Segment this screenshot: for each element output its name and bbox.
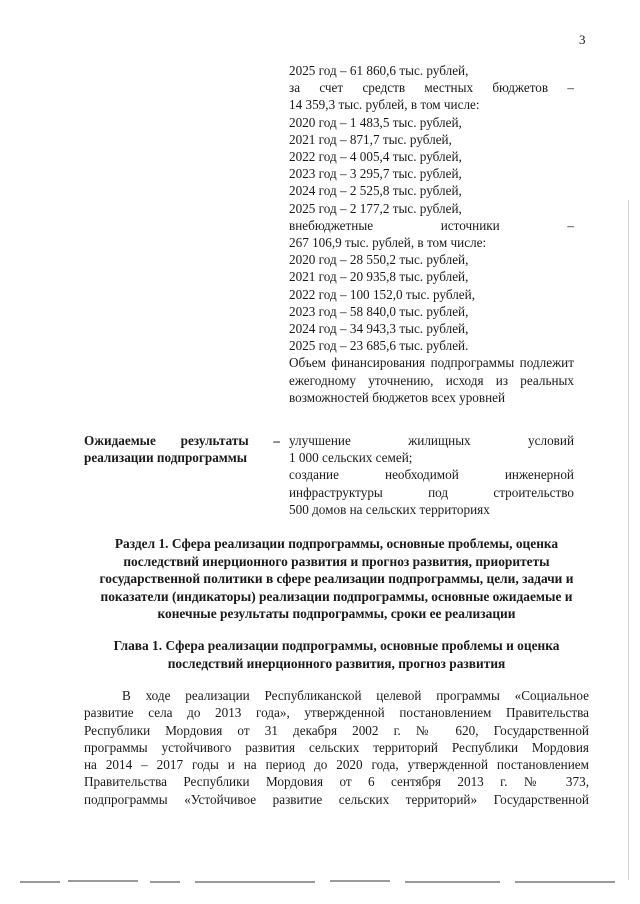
page-number: 3 [579, 32, 586, 47]
financing-line: 2025 год – 23 685,6 тыс. рублей. [289, 338, 469, 354]
financing-line: 2022 год – 100 152,0 тыс. рублей, [289, 286, 475, 302]
financing-line: 2025 год – 2 177,2 тыс. рублей, [289, 200, 462, 216]
financing-line: 2020 год – 28 550,2 тыс. рублей, [289, 252, 469, 268]
results-line: создание необходимой инженерной [289, 467, 574, 483]
financing-line: 2023 год – 58 840,0 тыс. рублей, [289, 303, 469, 319]
financing-line: внебюджетные источники – [289, 217, 574, 233]
financing-line: 267 106,9 тыс. рублей, в том числе: [289, 235, 487, 251]
results-line: инфраструктуры под строительство [289, 484, 574, 500]
body-paragraph [84, 687, 589, 808]
results-line: 1 000 сельских семей; [289, 450, 413, 466]
results-value [289, 432, 574, 518]
body-line: Правительства Республики Мордовия от 6 сентября 2013 г. № 373, [84, 774, 589, 790]
body-line: подпрограммы «Устойчивое развитие сельских территорий» Государственной [84, 791, 589, 807]
financing-line: 2023 год – 3 295,7 тыс. рублей, [289, 166, 462, 182]
chapter-heading: Глава 1. Сфера реализации подпрограммы, основные проблемы и оценка последствий инерционного развития, прогноз развития [113, 638, 560, 671]
financing-note: Объем финансирования подпрограммы подлежит ежегодному уточнению, исходя из реальных возможностей бюджетов всех уровней [289, 355, 574, 405]
results-label-line: реализации подпрограммы [84, 450, 248, 466]
financing-line: 2024 год – 34 943,3 тыс. рублей, [289, 321, 469, 337]
financing-line: 2020 год – 1 483,5 тыс. рублей, [289, 114, 462, 130]
scan-artifact [20, 880, 620, 883]
results-line: 500 домов на сельских территориях [289, 501, 490, 517]
financing-line: за счет средств местных бюджетов – [289, 80, 574, 96]
financing-line: 2022 год – 4 005,4 тыс. рублей, [289, 149, 462, 165]
results-line: улучшение жилищных условий [289, 433, 574, 448]
body-line: Республики Мордовия от 31 декабря 2002 г. № 620, Государственной [84, 722, 589, 738]
financing-line: 2024 год – 2 525,8 тыс. рублей, [289, 183, 462, 199]
financing-line: 2021 год – 20 935,8 тыс. рублей, [289, 269, 469, 285]
financing-block [289, 62, 574, 406]
section-heading: Раздел 1. Сфера реализации подпрограммы, основные проблемы, оценка последствий инерционного развития и прогноз развития, приоритеты государственной политики в сфере реализации подпрограммы, цели, задачи и показатели (индикаторы) реализации подпрограммы, основные ожидаемые и конечные результаты подпрограммы, сроки ее реализации [99, 536, 574, 622]
body-line: развитие села до 2013 года», утвержденной постановлением Правительства [84, 705, 589, 721]
results-label-line: Ожидаемые результаты – [84, 433, 280, 448]
body-line: В ходе реализации Республиканской целевой программы «Социальное [122, 688, 589, 703]
body-line: программы устойчивого развития сельских территорий Республики Мордовия [84, 739, 589, 755]
financing-line: 14 359,3 тыс. рублей, в том числе: [289, 97, 480, 113]
results-label [84, 432, 280, 466]
financing-line: 2025 год – 61 860,6 тыс. рублей, [289, 63, 469, 78]
financing-line: 2021 год – 871,7 тыс. рублей, [289, 131, 452, 147]
scan-edge [628, 200, 629, 880]
body-line: на 2014 – 2017 годы и на период до 2020 года, утвержденной постановлением [84, 757, 589, 773]
